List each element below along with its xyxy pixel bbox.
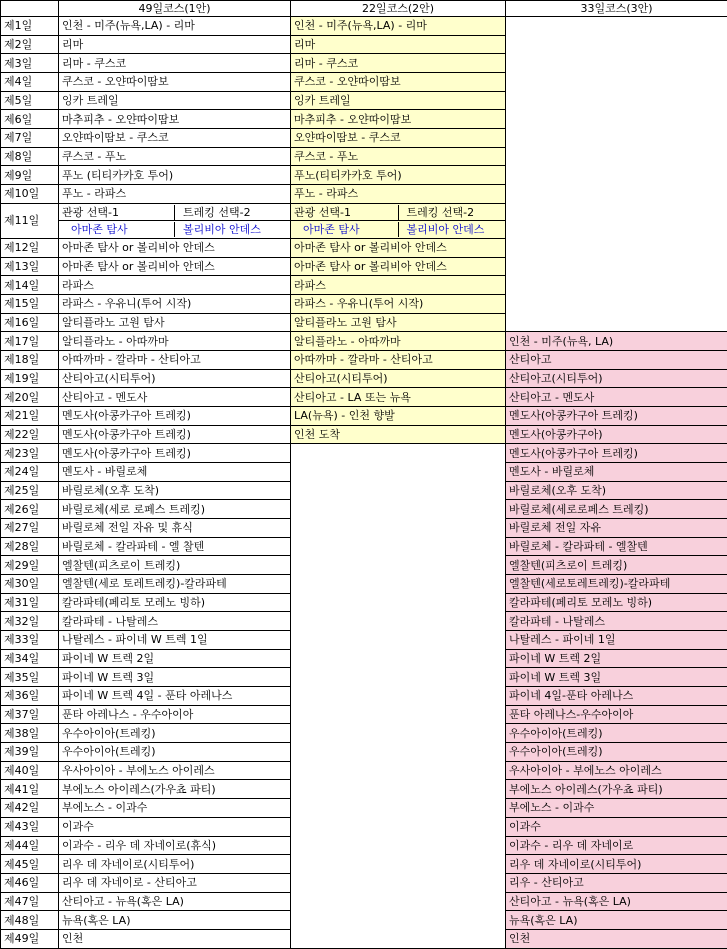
day-label: 제18일 (1, 351, 59, 370)
plan3-entry: 바릴로체(세로로페스 트레킹) (506, 500, 727, 519)
plan3-entry: 엘찰텐(피츠로이 트레킹) (506, 556, 727, 575)
plan2-entry: 인천 도착 (291, 425, 506, 444)
plan1-entry: 멘도사 - 바릴로체 (59, 463, 291, 482)
plan1-entry: 엘찰텐(피츠로이 트레킹) (59, 556, 291, 575)
plan2-entry: 아따까마 - 깔라마 - 산티아고 (291, 351, 506, 370)
plan1-entry: 우수아이아(트레킹) (59, 743, 291, 762)
plan2-entry: 알티플라노 고원 탐사 (291, 313, 506, 332)
day-label: 제24일 (1, 463, 59, 482)
day-label: 제11일 (1, 203, 59, 238)
day-label: 제6일 (1, 110, 59, 129)
plan1-entry: 알티플라노 - 아따까마 (59, 332, 291, 351)
plan3-entry: 리우 데 자네이로(시티투어) (506, 855, 727, 874)
plan1-entry: 라파스 (59, 276, 291, 295)
plan3-entry: 이과수 - 리우 데 자네이로 (506, 836, 727, 855)
plan1-entry: 이과수 (59, 817, 291, 836)
plan3-entry: 멘도사(아콩카구아) (506, 425, 727, 444)
plan1-entry: 멘도사(아콩카구아 트레킹) (59, 425, 291, 444)
day-row (1, 369, 727, 388)
header-plan3: 33일코스(3안) (506, 1, 727, 17)
plan3-entry: 이과수 (506, 817, 727, 836)
plan2-entry: 마추피추 - 오얀따이땀보 (291, 110, 506, 129)
plan1-entry: 칼라파테 - 나탈레스 (59, 612, 291, 631)
day-label: 제46일 (1, 873, 59, 892)
header-corner (1, 1, 59, 17)
day-label: 제7일 (1, 129, 59, 148)
plan1-entry: 쿠스코 - 오얀따이땀보 (59, 73, 291, 92)
day-label: 제47일 (1, 892, 59, 911)
itinerary-body (1, 17, 727, 949)
day-label: 제8일 (1, 147, 59, 166)
plan1-entry: 아따까마 - 깔라마 - 산티아고 (59, 351, 291, 370)
plan3-entry: 산티아고 - 뉴욕(혹은 LA) (506, 892, 727, 911)
day-label: 제19일 (1, 369, 59, 388)
day-label: 제38일 (1, 724, 59, 743)
choice-1-option: 아마존 탐사 (71, 223, 128, 237)
plan1-entry: 푸노 (티티카카호 투어) (59, 166, 291, 185)
plan1-day11-options (59, 221, 291, 239)
plan1-entry: 산티아고(시티투어) (59, 369, 291, 388)
day-label: 제43일 (1, 817, 59, 836)
plan1-entry: 산티아고 - 멘도사 (59, 388, 291, 407)
day-label: 제37일 (1, 705, 59, 724)
plan2-options-table (291, 222, 505, 237)
plan3-entry: 바릴로체 전일 자유 (506, 519, 727, 538)
day-label: 제27일 (1, 519, 59, 538)
day-label: 제39일 (1, 743, 59, 762)
plan2-choice-table (291, 205, 505, 220)
choice-1-title: 관광 선택-1 (294, 205, 351, 219)
header-plan2: 22일코스(2안) (291, 1, 506, 17)
plan2-entry: 알티플라노 - 아따까마 (291, 332, 506, 351)
day-label: 제48일 (1, 911, 59, 930)
day-label: 제22일 (1, 425, 59, 444)
plan2-day11-options (291, 221, 506, 239)
day-label: 제26일 (1, 500, 59, 519)
plan2-entry: 아마존 탐사 or 볼리비아 안데스 (291, 257, 506, 276)
plan1-entry: 파이네 W 트렉 2일 (59, 649, 291, 668)
day-label: 제5일 (1, 91, 59, 110)
day-label: 제49일 (1, 929, 59, 948)
day-label: 제45일 (1, 855, 59, 874)
day-label: 제35일 (1, 668, 59, 687)
day-row (1, 17, 727, 36)
plan2-entry: 푸노(티티카카호 투어) (291, 166, 506, 185)
plan1-options-table (59, 222, 290, 237)
day-label: 제30일 (1, 575, 59, 594)
plan1-entry: 우사아이아 - 부에노스 아이레스 (59, 761, 291, 780)
plan3-entry: 멘도사 - 바릴로체 (506, 463, 727, 482)
plan3-entry: 파이네 W 트렉 2일 (506, 649, 727, 668)
day-label: 제34일 (1, 649, 59, 668)
day-label: 제32일 (1, 612, 59, 631)
plan1-entry: 푸노 - 라파스 (59, 185, 291, 204)
plan1-entry: 칼라파테(페리토 모레노 빙하) (59, 593, 291, 612)
plan3-entry: 나탈레스 - 파이네 1일 (506, 631, 727, 650)
plan1-entry: 멘도사(아콩카구아 트레킹) (59, 444, 291, 463)
plan3-entry: 우수아이아(트레킹) (506, 743, 727, 762)
day-label: 제20일 (1, 388, 59, 407)
choice-2-option: 볼리비아 안데스 (175, 222, 291, 237)
day-label: 제40일 (1, 761, 59, 780)
plan1-entry: 아마존 탐사 or 볼리비아 안데스 (59, 257, 291, 276)
plan2-entry: 잉카 트레일 (291, 91, 506, 110)
day-row (1, 425, 727, 444)
plan2-entry: 리마 (291, 35, 506, 54)
day-label: 제3일 (1, 54, 59, 73)
plan1-entry: 리마 (59, 35, 291, 54)
header-row (1, 1, 727, 17)
plan1-entry: 리우 데 자네이로(시티투어) (59, 855, 291, 874)
plan1-entry: 푼타 아레나스 - 우수아이아 (59, 705, 291, 724)
plan3-entry: 산티아고 - 멘도사 (506, 388, 727, 407)
day-label: 제41일 (1, 780, 59, 799)
day-label: 제44일 (1, 836, 59, 855)
plan1-entry: 이과수 - 리우 데 자네이로(휴식) (59, 836, 291, 855)
day-row (1, 388, 727, 407)
day-row (1, 407, 727, 426)
plan1-entry: 멘도사(아콩카구아 트레킹) (59, 407, 291, 426)
plan2-entry: 리마 - 쿠스코 (291, 54, 506, 73)
day-label: 제28일 (1, 537, 59, 556)
plan3-entry: 엘찰텐(세로토레트레킹)-칼라파테 (506, 575, 727, 594)
plan1-entry: 나탈레스 - 파이네 W 트렉 1일 (59, 631, 291, 650)
plan2-entry: LA(뉴욕) - 인천 향발 (291, 407, 506, 426)
plan1-entry: 리우 데 자네이로 - 산티아고 (59, 873, 291, 892)
day-label: 제23일 (1, 444, 59, 463)
plan2-entry: 아마존 탐사 or 볼리비아 안데스 (291, 239, 506, 258)
plan3-entry: 파이네 W 트렉 3일 (506, 668, 727, 687)
choice-option-row (59, 222, 290, 237)
plan2-entry: 오얀따이땀보 - 쿠스코 (291, 129, 506, 148)
plan1-entry: 인천 (59, 929, 291, 948)
plan1-entry: 리마 - 쿠스코 (59, 54, 291, 73)
plan1-entry: 바릴로체(세로 로페스 트레킹) (59, 500, 291, 519)
plan3-entry: 산티아고(시티투어) (506, 369, 727, 388)
choice-2-title: 트레킹 선택-2 (175, 205, 291, 220)
plan3-entry: 부에노스 아이레스(가우쵸 파티) (506, 780, 727, 799)
day-label: 제9일 (1, 166, 59, 185)
header-plan1: 49일코스(1안) (59, 1, 291, 17)
plan1-entry: 오얀따이땀보 - 쿠스코 (59, 129, 291, 148)
plan3-entry: 멘도사(아콩카구아 트레킹) (506, 444, 727, 463)
plan3-entry: 우수아이아(트레킹) (506, 724, 727, 743)
plan3-entry: 바릴로체(오후 도착) (506, 481, 727, 500)
plan1-entry: 쿠스코 - 푸노 (59, 147, 291, 166)
plan1-entry: 파이네 W 트렉 4일 - 푼타 아레나스 (59, 687, 291, 706)
plan1-entry: 파이네 W 트렉 3일 (59, 668, 291, 687)
day-label: 제29일 (1, 556, 59, 575)
day-label: 제13일 (1, 257, 59, 276)
day-label: 제16일 (1, 313, 59, 332)
plan3-entry: 칼라파테(페리토 모레노 빙하) (506, 593, 727, 612)
plan3-entry: 푼타 아레나스-우수아이아 (506, 705, 727, 724)
day-label: 제12일 (1, 239, 59, 258)
plan2-day11-choice (291, 203, 506, 221)
day-row (1, 332, 727, 351)
plan3-entry: 부에노스 - 이과수 (506, 799, 727, 818)
plan2-entry: 산티아고 - LA 또는 뉴욕 (291, 388, 506, 407)
day-label: 제21일 (1, 407, 59, 426)
plan1-entry: 부에노스 - 이과수 (59, 799, 291, 818)
choice-1-title: 관광 선택-1 (62, 205, 119, 219)
plan1-day11-choice (59, 203, 291, 221)
plan1-entry: 부에노스 아이레스(가우쵸 파티) (59, 780, 291, 799)
plan1-entry: 뉴욕(혹은 LA) (59, 911, 291, 930)
day-label: 제15일 (1, 295, 59, 314)
choice-option-row (291, 222, 505, 237)
plan3-entry: 우사아이아 - 부에노스 아이레스 (506, 761, 727, 780)
plan1-entry: 산티아고 - 뉴욕(혹은 LA) (59, 892, 291, 911)
plan3-entry: 바릴로체 - 칼라파테 - 엘찰텐 (506, 537, 727, 556)
day-label: 제1일 (1, 17, 59, 36)
plan3-entry: 산티아고 (506, 351, 727, 370)
plan1-entry: 우수아이아(트레킹) (59, 724, 291, 743)
day-row (1, 351, 727, 370)
plan1-entry: 마추피추 - 오얀따이땀보 (59, 110, 291, 129)
plan3-entry: 인천 (506, 929, 727, 948)
plan3-entry: 리우 - 산티아고 (506, 873, 727, 892)
plan1-entry: 잉카 트레일 (59, 91, 291, 110)
plan2-entry: 라파스 (291, 276, 506, 295)
plan3-entry: 칼라파테 - 나탈레스 (506, 612, 727, 631)
plan3-entry: 인천 - 미주(뉴욕, LA) (506, 332, 727, 351)
day-label: 제25일 (1, 481, 59, 500)
plan2-entry: 푸노 - 라파스 (291, 185, 506, 204)
plan1-entry: 인천 - 미주(뉴욕,LA) - 리마 (59, 17, 291, 36)
choice-title-row (59, 205, 290, 220)
plan2-empty (291, 444, 506, 949)
plan1-entry: 아마존 탐사 or 볼리비아 안데스 (59, 239, 291, 258)
plan3-entry: 파이네 4일-푼타 아레나스 (506, 687, 727, 706)
day-row (1, 444, 727, 463)
plan1-entry: 바릴로체 전일 자유 및 휴식 (59, 519, 291, 538)
choice-2-option: 볼리비아 안데스 (398, 222, 505, 237)
plan3-empty (506, 17, 727, 332)
day-label: 제14일 (1, 276, 59, 295)
plan3-entry: 멘도사(아콩카구아 트레킹) (506, 407, 727, 426)
plan1-entry: 바릴로체 - 칼라파테 - 엘 찰텐 (59, 537, 291, 556)
plan1-choice-table (59, 205, 290, 220)
plan1-entry: 엘찰텐(세로 토레트레킹)-칼라파테 (59, 575, 291, 594)
day-label: 제4일 (1, 73, 59, 92)
day-label: 제17일 (1, 332, 59, 351)
plan2-entry: 쿠스코 - 오얀따이땀보 (291, 73, 506, 92)
plan1-entry: 라파스 - 우유니(투어 시작) (59, 295, 291, 314)
plan3-entry: 뉴욕(혹은 LA) (506, 911, 727, 930)
choice-2-title: 트레킹 선택-2 (398, 205, 505, 220)
plan2-entry: 라파스 - 우유니(투어 시작) (291, 295, 506, 314)
plan2-entry: 산티아고(시티투어) (291, 369, 506, 388)
plan2-entry: 인천 - 미주(뉴욕,LA) - 리마 (291, 17, 506, 36)
plan1-entry: 알티플라노 고원 탐사 (59, 313, 291, 332)
day-label: 제36일 (1, 687, 59, 706)
day-label: 제2일 (1, 35, 59, 54)
plan2-entry: 쿠스코 - 푸노 (291, 147, 506, 166)
day-label: 제10일 (1, 185, 59, 204)
choice-1-option: 아마존 탐사 (303, 223, 360, 237)
plan1-entry: 바릴로체(오후 도착) (59, 481, 291, 500)
day-label: 제42일 (1, 799, 59, 818)
choice-title-row (291, 205, 505, 220)
day-label: 제31일 (1, 593, 59, 612)
day-label: 제33일 (1, 631, 59, 650)
